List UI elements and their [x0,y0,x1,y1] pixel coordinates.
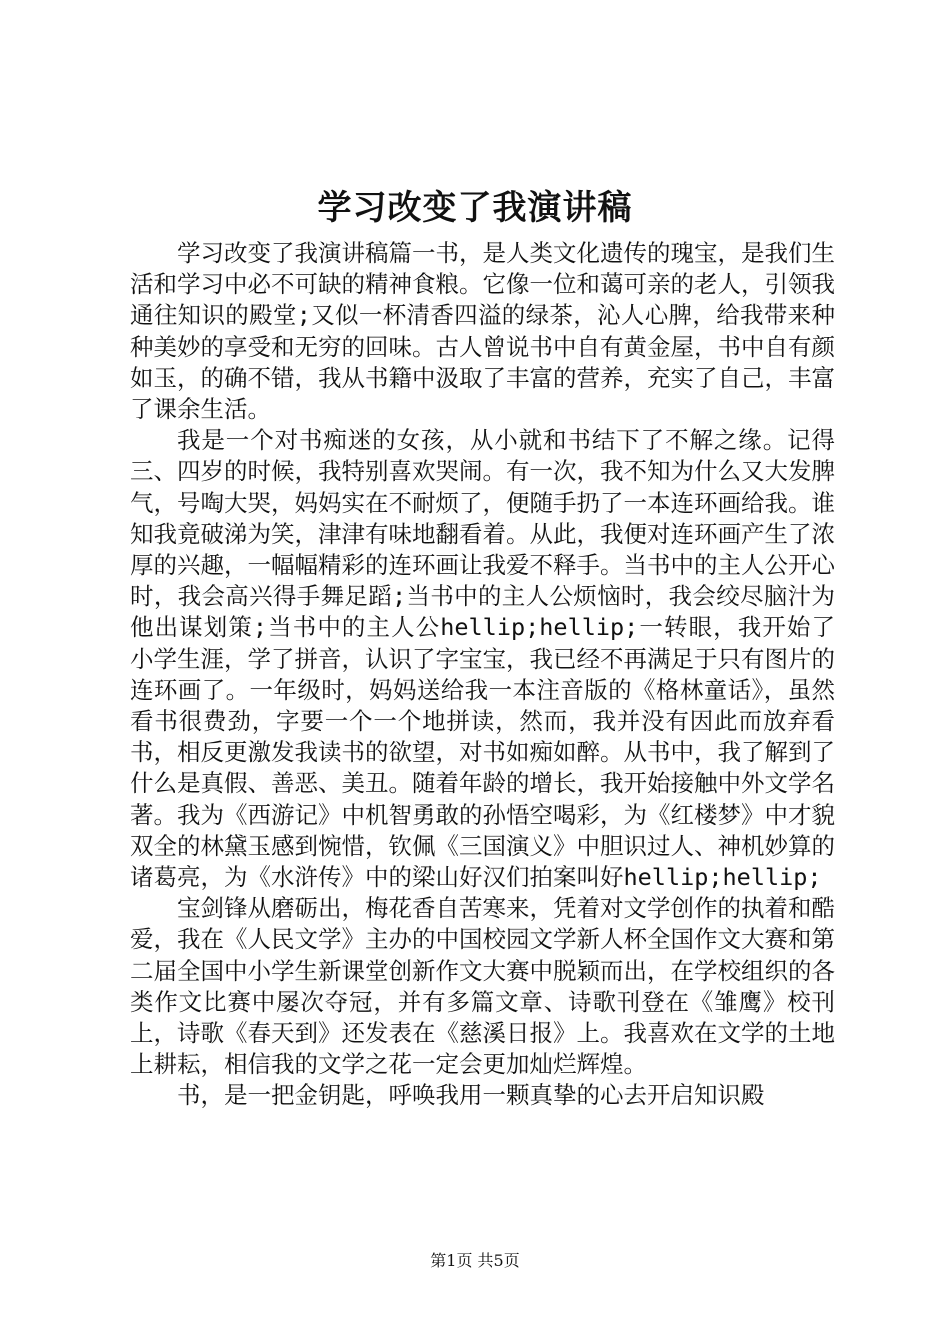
paragraph-4: 书，是一把金钥匙，呼唤我用一颗真挚的心去开启知识殿 [177,1081,765,1110]
paragraph-1: 学习改变了我演讲稿篇一书，是人类文化遗传的瑰宝，是我们生活和学习中必不可缺的精神食粮。它像一位和蔼可亲的老人，引领我通往知识的殿堂;又似一杯清香四溢的绿茶，沁人心脾，给我带来种种美妙的享受和无穷的回味。古人曾说书中自有黄金屋，书中自有颜如玉，的确不错，我从书籍中汲取了丰富的营养，充实了自己，丰富了课余生活。 [130,239,835,424]
paragraph-2: 我是一个对书痴迷的女孩，从小就和书结下了不解之缘。记得三、四岁的时候，我特别喜欢哭闹。有一次，我不知为什么又大发脾气，号啕大哭，妈妈实在不耐烦了，便随手扔了一本连环画给我。谁知我竟破涕为笑，津津有味地翻看着。从此，我便对连环画产生了浓厚的兴趣，一幅幅精彩的连环画让我爱不释手。当书中的主人公开心时，我会高兴得手舞足蹈;当书中的主人公烦恼时，我会绞尽脑汁为他出谋划策;当书中的主人公hellip;hellip;一转眼，我开始了小学生涯，学了拼音，认识了字宝宝，我已经不再满足于只有图片的连环画了。一年级时，妈妈送给我一本注音版的《格林童话》，虽然看书很费劲，字要一个一个地拼读，然而，我并没有因此而放弃看书，相反更激发我读书的欲望，对书如痴如醉。从书中，我了解到了什么是真假、善恶、美丑。随着年龄的增长，我开始接触中外文学名著。我为《西游记》中机智勇敢的孙悟空喝彩，为《红楼梦》中才貌双全的林黛玉感到惋惜，钦佩《三国演义》中胆识过人、神机妙算的诸葛亮，为《水浒传》中的梁山好汉们拍案叫好hellip;hellip; [130,426,835,892]
page-number-footer: 第1页 共5页 [430,1251,520,1270]
document-title: 学习改变了我演讲稿 [317,188,633,228]
paragraph-3: 宝剑锋从磨砺出，梅花香自苦寒来，凭着对文学创作的执着和酷爱，我在《人民文学》主办的中国校园文学新人杯全国作文大赛和第二届全国中小学生新课堂创新作文大赛中脱颖而出，在学校组织的各类作文比赛中屡次夺冠，并有多篇文章、诗歌刊登在《雏鹰》校刊上，诗歌《春天到》还发表在《慈溪日报》上。我喜欢在文学的土地上耕耘，相信我的文学之花一定会更加灿烂辉煌。 [130,894,835,1079]
document-body [130,238,835,1112]
